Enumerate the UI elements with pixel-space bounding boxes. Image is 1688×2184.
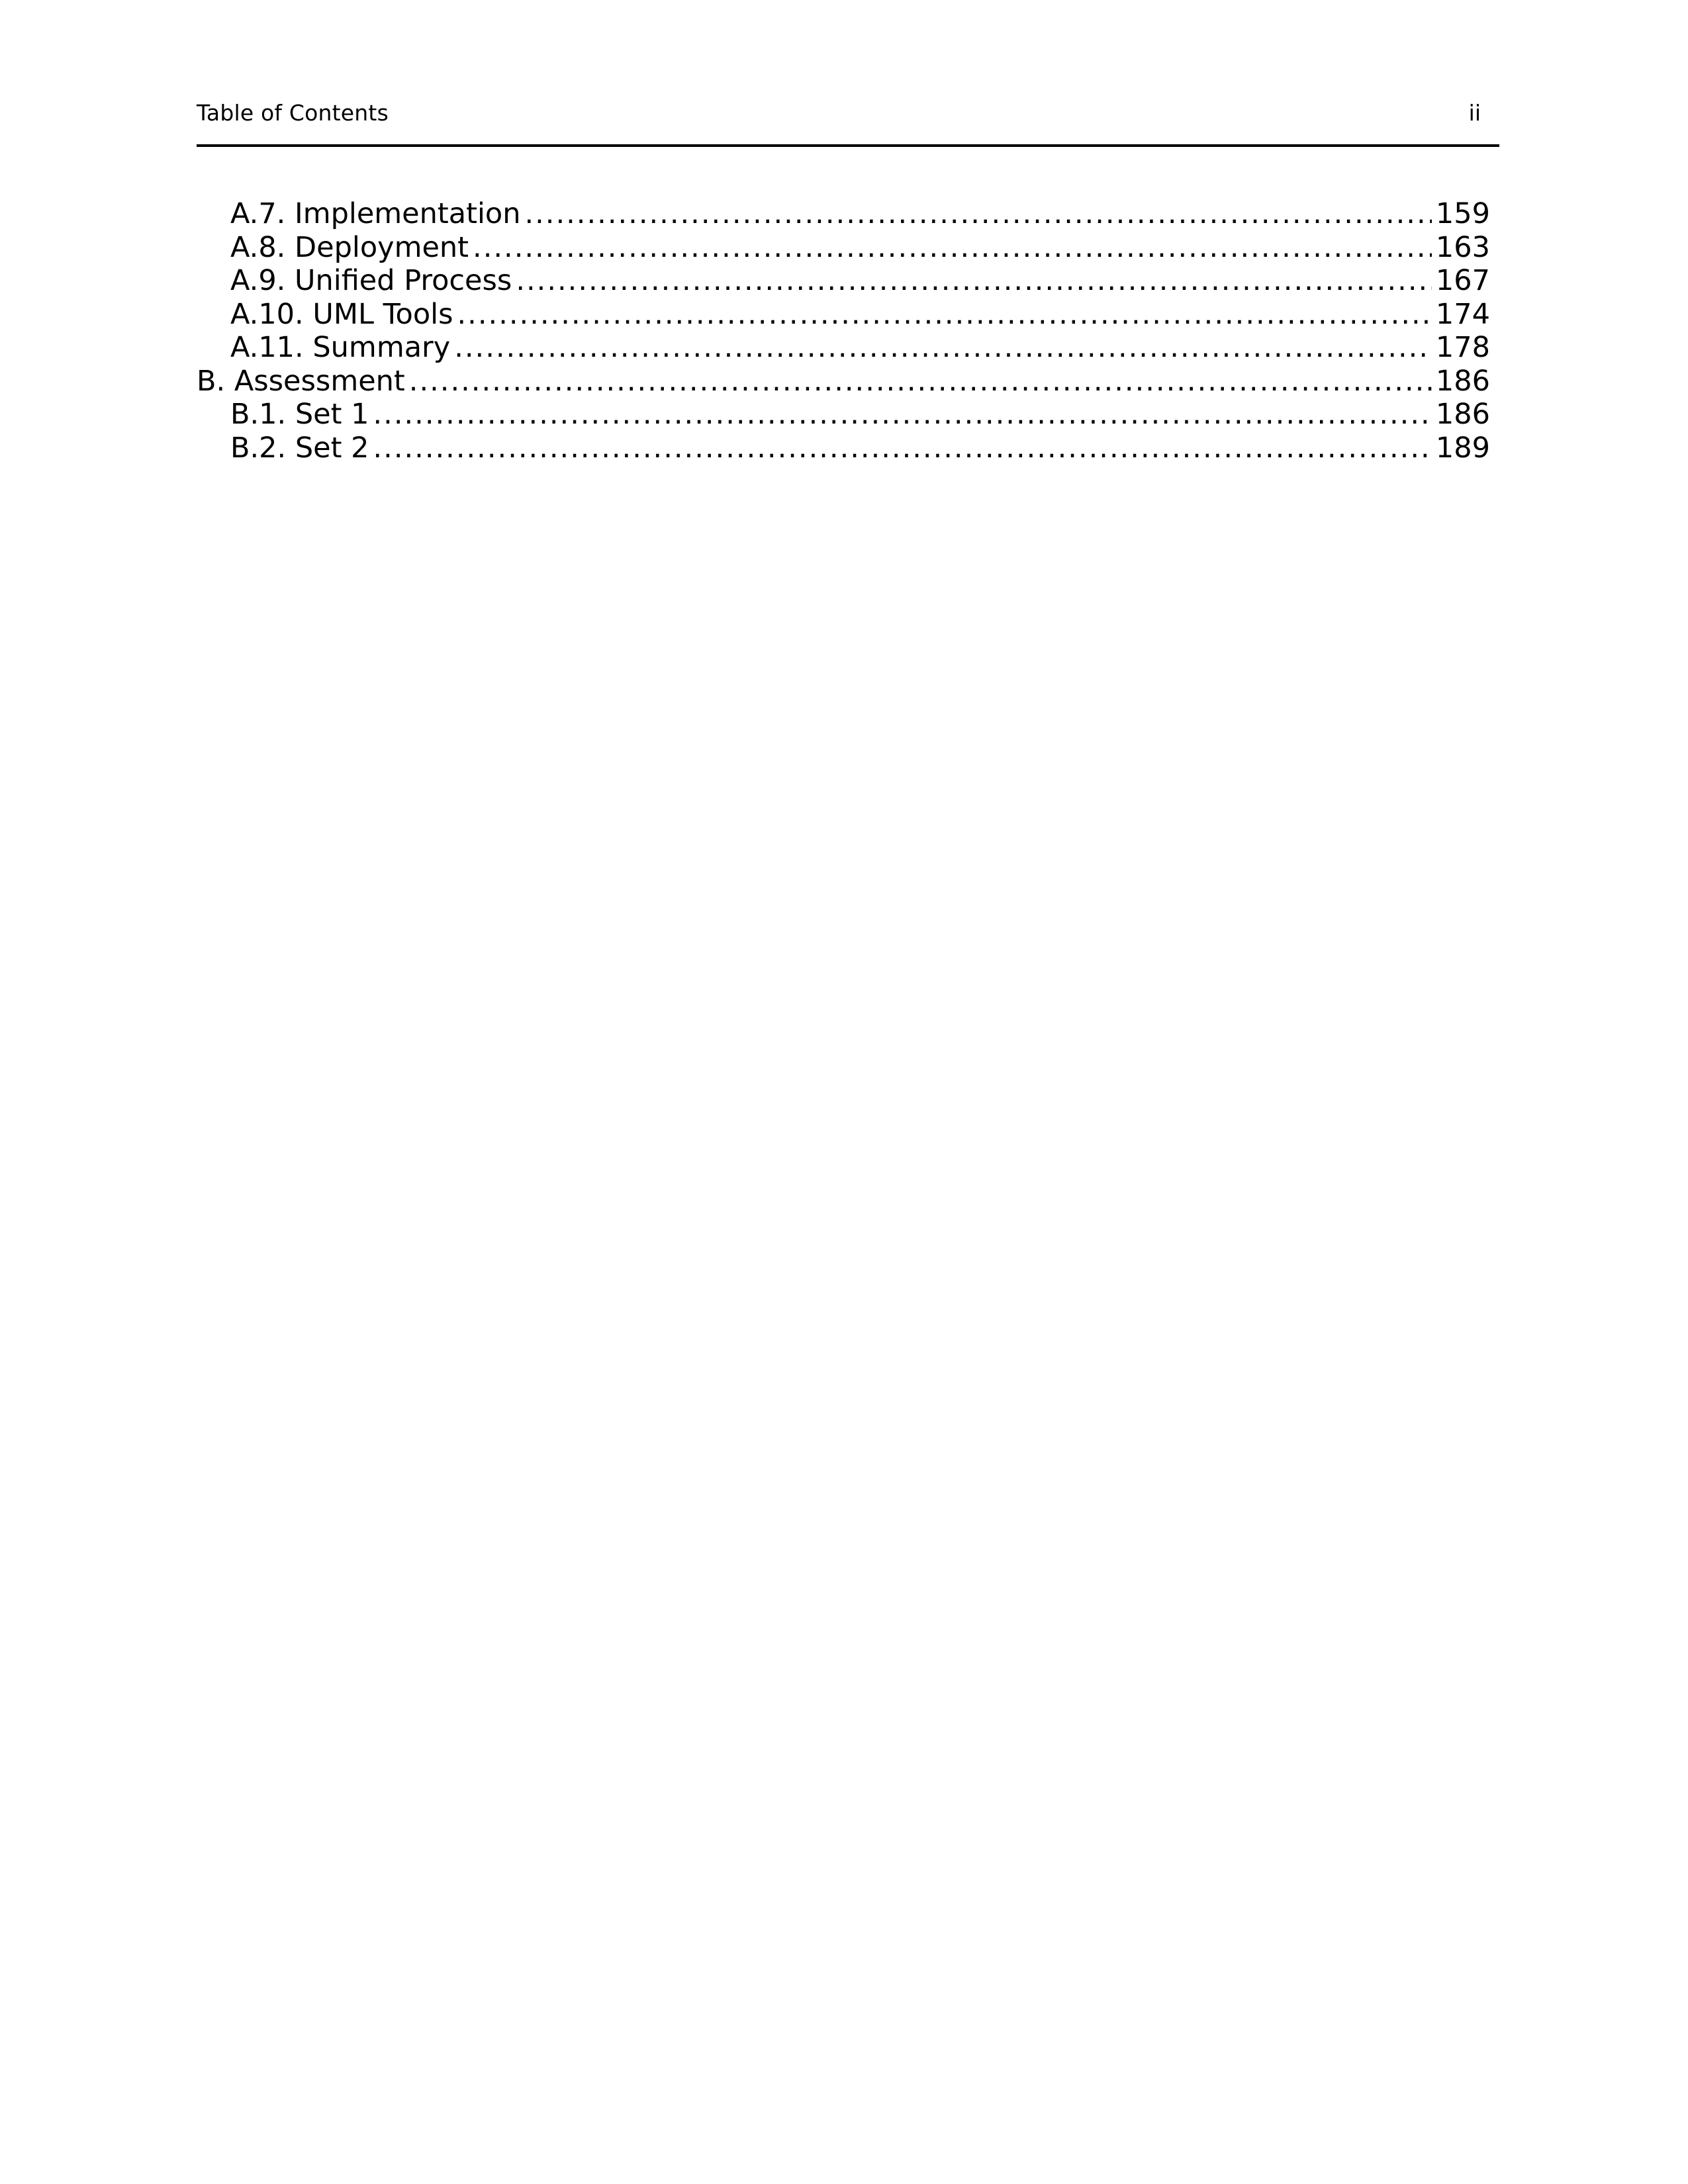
toc-entry-label: A.9. Unified Process: [230, 264, 512, 297]
toc-entry[interactable]: [197, 365, 1490, 398]
toc-entry-label: B.1. Set 1: [230, 398, 369, 431]
toc-entry-page: 163: [1435, 230, 1490, 264]
toc-dot-leader: [473, 231, 1432, 265]
running-header: [197, 99, 1490, 126]
toc-entry-page: 186: [1435, 398, 1490, 431]
toc-dot-leader: [373, 432, 1432, 465]
toc-dot-leader: [457, 298, 1432, 332]
toc-dot-leader: [454, 331, 1432, 365]
toc-entry[interactable]: [197, 264, 1490, 298]
toc-entry-page: 159: [1435, 197, 1490, 230]
toc-dot-leader: [516, 264, 1432, 298]
header-rule: [197, 144, 1499, 147]
toc-entry-page: 189: [1435, 431, 1490, 465]
header-page-number: ii: [1468, 100, 1481, 126]
toc-entry[interactable]: [197, 298, 1490, 332]
toc-entry-page: 178: [1435, 331, 1490, 364]
header-title: Table of Contents: [197, 100, 389, 126]
toc-entry-label: B.2. Set 2: [230, 431, 369, 465]
toc-entry[interactable]: [197, 331, 1490, 365]
toc-entry-label: A.11. Summary: [230, 331, 451, 364]
toc-entry-page: 174: [1435, 297, 1490, 331]
toc-entry[interactable]: [197, 398, 1490, 432]
toc-entry[interactable]: [197, 432, 1490, 465]
toc-dot-leader: [409, 365, 1432, 398]
toc-entry[interactable]: [197, 197, 1490, 231]
toc-entry-label: B. Assessment: [197, 364, 405, 398]
toc-dot-leader: [524, 197, 1431, 231]
table-of-contents: [197, 197, 1490, 465]
toc-entry[interactable]: [197, 231, 1490, 265]
toc-entry-page: 186: [1435, 364, 1490, 398]
toc-entry-page: 167: [1435, 264, 1490, 297]
toc-entry-label: A.10. UML Tools: [230, 297, 453, 331]
toc-dot-leader: [373, 398, 1432, 432]
toc-entry-label: A.7. Implementation: [230, 197, 521, 230]
toc-entry-label: A.8. Deployment: [230, 230, 469, 264]
